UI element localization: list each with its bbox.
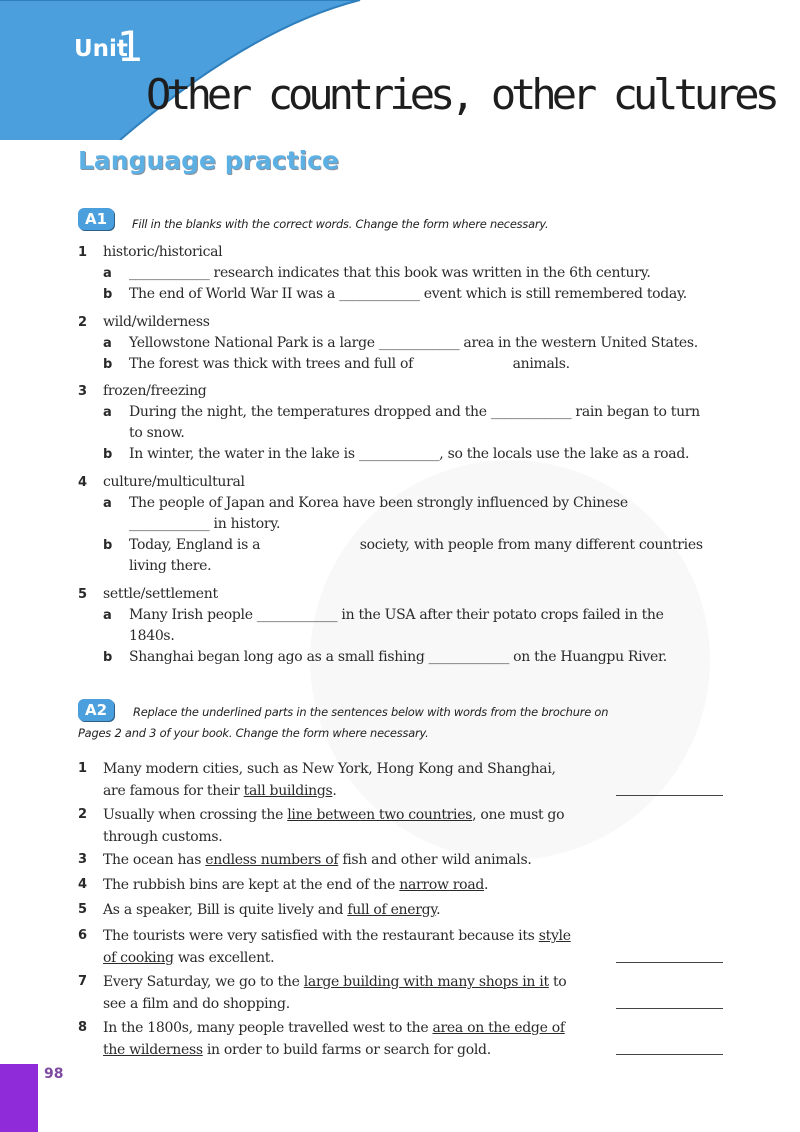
text: . [436, 902, 441, 918]
text: to [548, 974, 567, 990]
answer-blank[interactable] [616, 795, 723, 796]
sentence-line: living there. [129, 558, 212, 574]
word-pair: wild/wilderness [103, 314, 210, 330]
sentence-line: 1840s. [129, 628, 175, 644]
page-number: 98 [44, 1066, 64, 1082]
text: . [332, 783, 337, 799]
unit-number: 1 [117, 22, 143, 71]
item-number: 7 [78, 974, 87, 989]
item-number: 1 [78, 245, 87, 260]
sentence-line [103, 1039, 598, 1061]
answer-blank[interactable] [616, 1008, 723, 1009]
word-pair: settle/settlement [103, 586, 218, 602]
underlined-phrase: style [538, 928, 571, 944]
text: was excellent. [173, 950, 275, 966]
sub-letter: a [103, 496, 112, 511]
word-pair: culture/multicultural [103, 474, 245, 490]
answer-blank[interactable] [616, 962, 723, 963]
text: fish and other wild animals. [338, 852, 532, 868]
underlined-phrase: large building with many shops in it [303, 974, 549, 990]
sentence-line: Many Irish people ____________ in the USA after their potato crops failed in the [129, 607, 664, 623]
a1-badge: A1 [78, 208, 114, 230]
item-number: 3 [78, 384, 87, 399]
sub-letter: b [103, 287, 113, 302]
word-pair: frozen/freezing [103, 383, 207, 399]
sentence: Shanghai began long ago as a small fishing ____________ on the Huangpu River. [129, 649, 667, 665]
a2-badge: A2 [78, 699, 114, 721]
text: In the 1800s, many people travelled west to the [103, 1020, 433, 1036]
sentence-line: ____________ in history. [129, 516, 281, 532]
sub-letter: b [103, 650, 113, 665]
sentence-line [103, 971, 598, 993]
sub-letter: a [103, 336, 112, 351]
page-tab [0, 1064, 38, 1132]
item-number: 4 [78, 475, 87, 490]
sub-letter: b [103, 447, 113, 462]
sentence-line: Many modern cities, such as New York, Hong Kong and Shanghai, [103, 761, 556, 777]
sub-letter: b [103, 357, 113, 372]
sentence: Yellowstone National Park is a large ____________ area in the western United States. [129, 335, 698, 351]
sentence-line [103, 849, 598, 871]
item-number: 2 [78, 315, 87, 330]
underlined-phrase: line between two countries [287, 807, 473, 823]
underlined-phrase: endless numbers of [205, 852, 339, 868]
sub-letter: a [103, 608, 112, 623]
underlined-phrase: of cooking [103, 950, 174, 966]
item-number: 6 [78, 928, 87, 943]
text: are famous for their [103, 783, 244, 799]
item-number: 5 [78, 902, 87, 917]
sub-letter: a [103, 266, 112, 281]
a2-instruction-line: Replace the underlined parts in the sentences below with words from the brochure on [133, 705, 609, 719]
sentence: The end of World War II was a ____________ event which is still remembered today. [129, 286, 687, 302]
sentence-line: through customs. [103, 829, 223, 845]
text: , one must go [472, 807, 565, 823]
sentence-line: During the night, the temperatures dropped and the ____________ rain began to turn [129, 404, 700, 420]
item-number: 1 [78, 761, 87, 776]
sentence-line [103, 874, 598, 896]
sentence: In winter, the water in the lake is ____________, so the locals use the lake as a road. [129, 446, 690, 462]
sentence-line [103, 780, 598, 802]
sub-letter: b [103, 538, 113, 553]
page-title: Other countries, other cultures [146, 70, 775, 119]
sentence: The forest was thick with trees and full of animals. [129, 356, 570, 372]
sentence-line: to snow. [129, 425, 185, 441]
text: . [484, 877, 489, 893]
text: The ocean has [103, 852, 206, 868]
item-number: 2 [78, 807, 87, 822]
a1-instruction: Fill in the blanks with the correct words. Change the form where necessary. [132, 217, 549, 231]
text: Usually when crossing the [103, 807, 288, 823]
text: As a speaker, Bill is quite lively and [103, 902, 348, 918]
sentence-line [103, 1017, 598, 1039]
sentence-line: see a film and do shopping. [103, 996, 290, 1012]
sub-letter: a [103, 405, 112, 420]
sentence-line: Today, England is a society, with people from many different countries [129, 537, 703, 553]
text: in order to build farms or search for gold. [202, 1042, 491, 1058]
item-number: 5 [78, 587, 87, 602]
sentence-line [103, 804, 598, 826]
text: The tourists were very satisfied with the restaurant because its [103, 928, 539, 944]
a2-instruction-line: Pages 2 and 3 of your book. Change the form where necessary. [78, 726, 429, 740]
word-pair: historic/historical [103, 244, 223, 260]
underlined-phrase: area on the edge of [432, 1020, 565, 1036]
underlined-phrase: the wilderness [103, 1042, 203, 1058]
item-number: 3 [78, 852, 87, 867]
text: Every Saturday, we go to the [103, 974, 304, 990]
sentence: ____________ research indicates that this book was written in the 6th century. [129, 265, 651, 281]
sentence-line [103, 925, 598, 947]
underlined-phrase: tall buildings [243, 783, 333, 799]
item-number: 8 [78, 1020, 87, 1035]
sentence-line [103, 899, 598, 921]
sentence-line: The people of Japan and Korea have been strongly influenced by Chinese [129, 495, 628, 511]
underlined-phrase: full of energy [347, 902, 437, 918]
item-number: 4 [78, 877, 87, 892]
section-heading: Language practice [78, 146, 339, 175]
text: The rubbish bins are kept at the end of the [103, 877, 400, 893]
answer-blank[interactable] [616, 1054, 723, 1055]
underlined-phrase: narrow road [399, 877, 485, 893]
sentence-line [103, 947, 598, 969]
unit-label: Unit [74, 36, 128, 62]
